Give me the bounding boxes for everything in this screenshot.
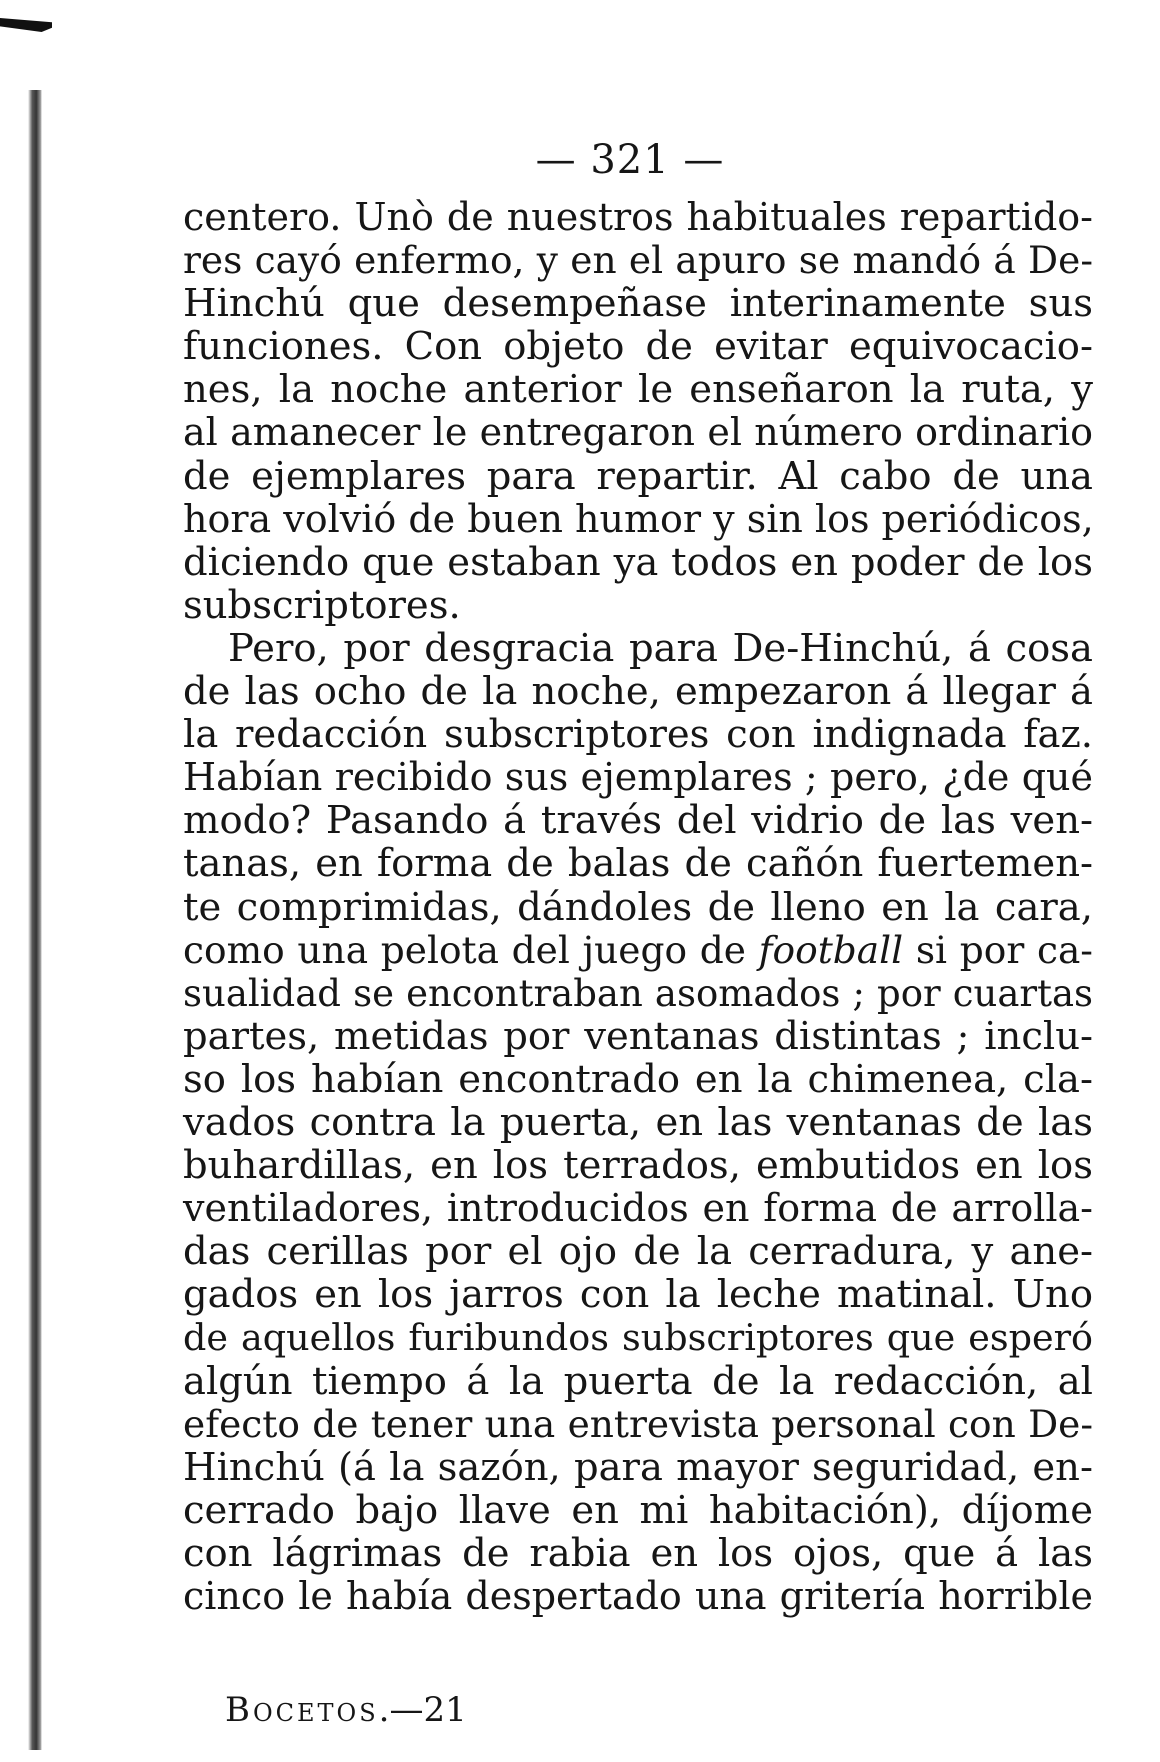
text-line: funciones. Con objeto de evitar equivocacio- [183,324,1093,370]
text-line: con lágrimas de rabia en los ojos, que á las [183,1530,1093,1576]
text-line: Hinchú (á la sazón, para mayor seguridad, en- [183,1444,1093,1490]
text-line: al amanecer le entregaron el número ordinario [183,410,1093,455]
text-line: so los habían encontrado en la chimenea, cla- [183,1056,1093,1102]
text-line: efecto de tener una entrevista personal con De- [183,1401,1093,1446]
signature-mark [225,1690,467,1730]
text-line: algún tiempo á la puerta de la redacción, al [183,1358,1093,1404]
text-line: cinco le había despertado una gritería horrible [183,1574,1093,1618]
text-line: de aquellos furibundos subscriptores que esperó [183,1316,1093,1360]
text-line: de ejemplares para repartir. Al cabo de una [183,453,1093,499]
text-line: te comprimidas, dándoles de lleno en la cara, [183,884,1093,930]
text-line: tanas, en forma de balas de cañón fuertemen- [183,841,1093,887]
page-corner-mark [0,18,52,32]
text-segment: si por ca- [903,927,1093,972]
text-line: hora volvió de buen humor y sin los periódicos, [183,496,1094,541]
text-line: sualidad se encontraban asomados ; por cuartas [183,971,1093,1015]
text-line: Hinchú que desempeñase interinamente sus [183,281,1093,327]
text-line: Pero, por desgracia para De-Hinchú, á cosa [228,625,1093,671]
body-text [183,196,1093,1618]
text-line: partes, metidas por ventanas distintas ; inclu- [183,1013,1093,1059]
text-line: nes, la noche anterior le enseñaron la ruta, y [183,367,1093,413]
binding-edge [28,90,42,1750]
text-line: vados contra la puerta, en las ventanas de las [183,1099,1093,1145]
text-line: res cayó enfermo, y en el apuro se mandó á De- [183,238,1093,283]
text-line: das cerillas por el ojo de la cerradura, y ane- [183,1229,1093,1275]
text-line: cerrado bajo llave en mi habitación), díjome [183,1487,1093,1533]
text-line: subscriptores. [183,582,461,628]
text-line: de las ocho de la noche, empezaron á llegar á [183,669,1093,715]
text-segment: como una pelota del juego de [183,927,759,972]
italic-word-football: football [758,927,904,972]
page-number: — 321 — [535,137,725,183]
signature-number: .—21 [378,1690,467,1730]
text-line-football [183,929,1093,972]
text-line: centero. Unò de nuestros habituales repartido- [183,195,1093,239]
paragraph-2 [183,627,1093,1618]
text-line: modo? Pasando á través del vidrio de las ven- [183,798,1093,844]
text-line: gados en los jarros con la leche matinal. Uno [183,1272,1093,1318]
text-line: buhardillas, en los terrados, embutidos en los [183,1143,1093,1189]
signature-label: Bocetos [225,1690,379,1730]
paragraph-1 [183,196,1093,627]
text-line: Habían recibido sus ejemplares ; pero, ¿de qué [183,755,1093,800]
text-line: la redacción subscriptores con indignada faz. [183,712,1093,758]
text-line: diciendo que estaban ya todos en poder de los [183,539,1093,585]
text-line: ventiladores, introducidos en forma de arrolla- [183,1186,1093,1231]
